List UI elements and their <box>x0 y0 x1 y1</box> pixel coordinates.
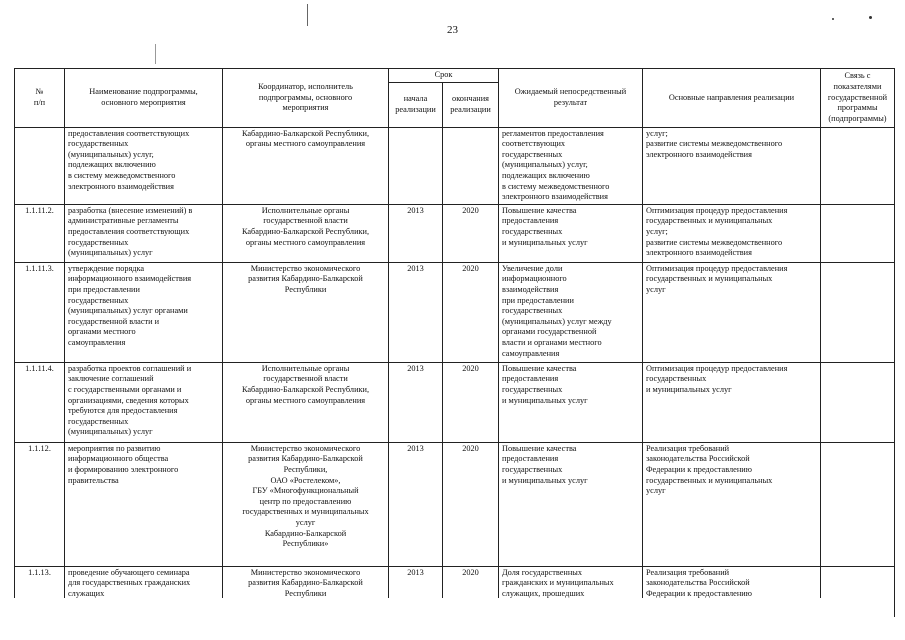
cell-coordinator: Исполнительные органы государственной власти Кабардино-Балкарской Республики, органы местного самоуправления <box>223 204 389 262</box>
cell-coordinator: Исполнительные органы государственной власти Кабардино-Балкарской Республики, органы местного самоуправления <box>223 362 389 442</box>
cell-start: 2013 <box>389 362 443 442</box>
header-link: Связь с показателями государственной программы (подпрограммы) <box>821 69 895 128</box>
cell-name: проведение обучающего семинара для государственных гражданских служащих <box>65 566 223 616</box>
cell-num: 1.1.11.4. <box>15 362 65 442</box>
header-directions: Основные направления реализации <box>643 69 821 128</box>
cell-coordinator: Кабардино-Балкарской Республики, органы местного самоуправления <box>223 127 389 204</box>
program-activities-table <box>14 68 895 617</box>
cell-end: 2020 <box>443 442 499 566</box>
cell-end <box>443 127 499 204</box>
header-term: Срок <box>389 69 499 83</box>
scan-artifact-speck <box>832 18 834 20</box>
cell-result: Доля государственных гражданских и муниципальных служащих, прошедших <box>499 566 643 616</box>
cell-num <box>15 127 65 204</box>
cell-end: 2020 <box>443 566 499 616</box>
cell-start <box>389 127 443 204</box>
scan-artifact-line <box>155 44 156 64</box>
cell-name: утверждение порядка информационного взаимодействия при предоставлении государственных (муниципальных) услуг органами государственной власти и органами местного самоуправления <box>65 262 223 362</box>
table-row <box>15 442 895 566</box>
header-result: Ожидаемый непосредственный результат <box>499 69 643 128</box>
cell-coordinator: Министерство экономического развития Кабардино-Балкарской Республики, ОАО «Ростелеком», ГБУ «Многофункциональный центр по предоставлению государственных и муниципальных услуг Кабардино-Балкарской Республики» <box>223 442 389 566</box>
cell-coordinator: Министерство экономического развития Кабардино-Балкарской Республики <box>223 262 389 362</box>
header-num: № п/п <box>15 69 65 128</box>
cell-directions: Оптимизация процедур предоставления государственных и муниципальных услуг; развитие системы межведомственного электронного взаимодействия <box>643 204 821 262</box>
header-start: начала реализации <box>389 82 443 127</box>
cell-link <box>821 262 895 362</box>
cell-start: 2013 <box>389 204 443 262</box>
page-bottom-margin <box>14 598 894 640</box>
cell-directions: услуг; развитие системы межведомственного электронного взаимодействия <box>643 127 821 204</box>
cell-name: мероприятия по развитию информационного общества и формированию электронного правительства <box>65 442 223 566</box>
cell-name: разработка (внесение изменений) в административные регламенты предоставления соответствующих государственных (муниципальных) услуг <box>65 204 223 262</box>
cell-end: 2020 <box>443 262 499 362</box>
header-coordinator: Координатор, исполнитель подпрограммы, основного мероприятия <box>223 69 389 128</box>
cell-num: 1.1.11.3. <box>15 262 65 362</box>
table-body <box>15 127 895 616</box>
page-number: 23 <box>447 24 458 36</box>
cell-start: 2013 <box>389 442 443 566</box>
cell-end: 2020 <box>443 362 499 442</box>
cell-start: 2013 <box>389 262 443 362</box>
cell-link <box>821 204 895 262</box>
cell-start: 2013 <box>389 566 443 616</box>
table-row <box>15 127 895 204</box>
cell-directions: Оптимизация процедур предоставления государственных и муниципальных услуг <box>643 362 821 442</box>
cell-result: Повышение качества предоставления государственных и муниципальных услуг <box>499 442 643 566</box>
cell-directions: Реализация требований законодательства Российской Федерации к предоставлению <box>643 566 821 616</box>
cell-link <box>821 362 895 442</box>
cell-directions: Оптимизация процедур предоставления государственных и муниципальных услуг <box>643 262 821 362</box>
cell-name: предоставления соответствующих государственных (муниципальных) услуг, подлежащих включению в систему межведомственного электронного взаимодействия <box>65 127 223 204</box>
cell-directions: Реализация требований законодательства Российской Федерации к предоставлению государственных и муниципальных услуг <box>643 442 821 566</box>
table-row <box>15 262 895 362</box>
scan-artifact-line <box>307 4 308 26</box>
scan-artifact-speck <box>869 16 872 19</box>
table-header <box>15 69 895 128</box>
cell-result: Повышение качества предоставления государственных и муниципальных услуг <box>499 204 643 262</box>
cell-coordinator: Министерство экономического развития Кабардино-Балкарской Республики <box>223 566 389 616</box>
cell-num: 1.1.11.2. <box>15 204 65 262</box>
header-end: окончания реализации <box>443 82 499 127</box>
cell-link <box>821 442 895 566</box>
cell-num: 1.1.12. <box>15 442 65 566</box>
cell-result: Повышение качества предоставления государственных и муниципальных услуг <box>499 362 643 442</box>
table-row <box>15 204 895 262</box>
cell-name: разработка проектов соглашений и заключение соглашений с государственными органами и организациями, сведения которых требуются для предоставления государственных (муниципальных) услуг <box>65 362 223 442</box>
cell-result: Увеличение доли информационного взаимодействия при предоставлении государственных (муниципальных) услуг между органами государственной власти и органами местного самоуправления <box>499 262 643 362</box>
table-row <box>15 362 895 442</box>
cell-result: регламентов предоставления соответствующих государственных (муниципальных) услуг, подлежащих включению в систему межведомственного электронного взаимодействия <box>499 127 643 204</box>
cell-link <box>821 127 895 204</box>
header-name: Наименование подпрограммы, основного мероприятия <box>65 69 223 128</box>
cell-num: 1.1.13. <box>15 566 65 616</box>
cell-end: 2020 <box>443 204 499 262</box>
